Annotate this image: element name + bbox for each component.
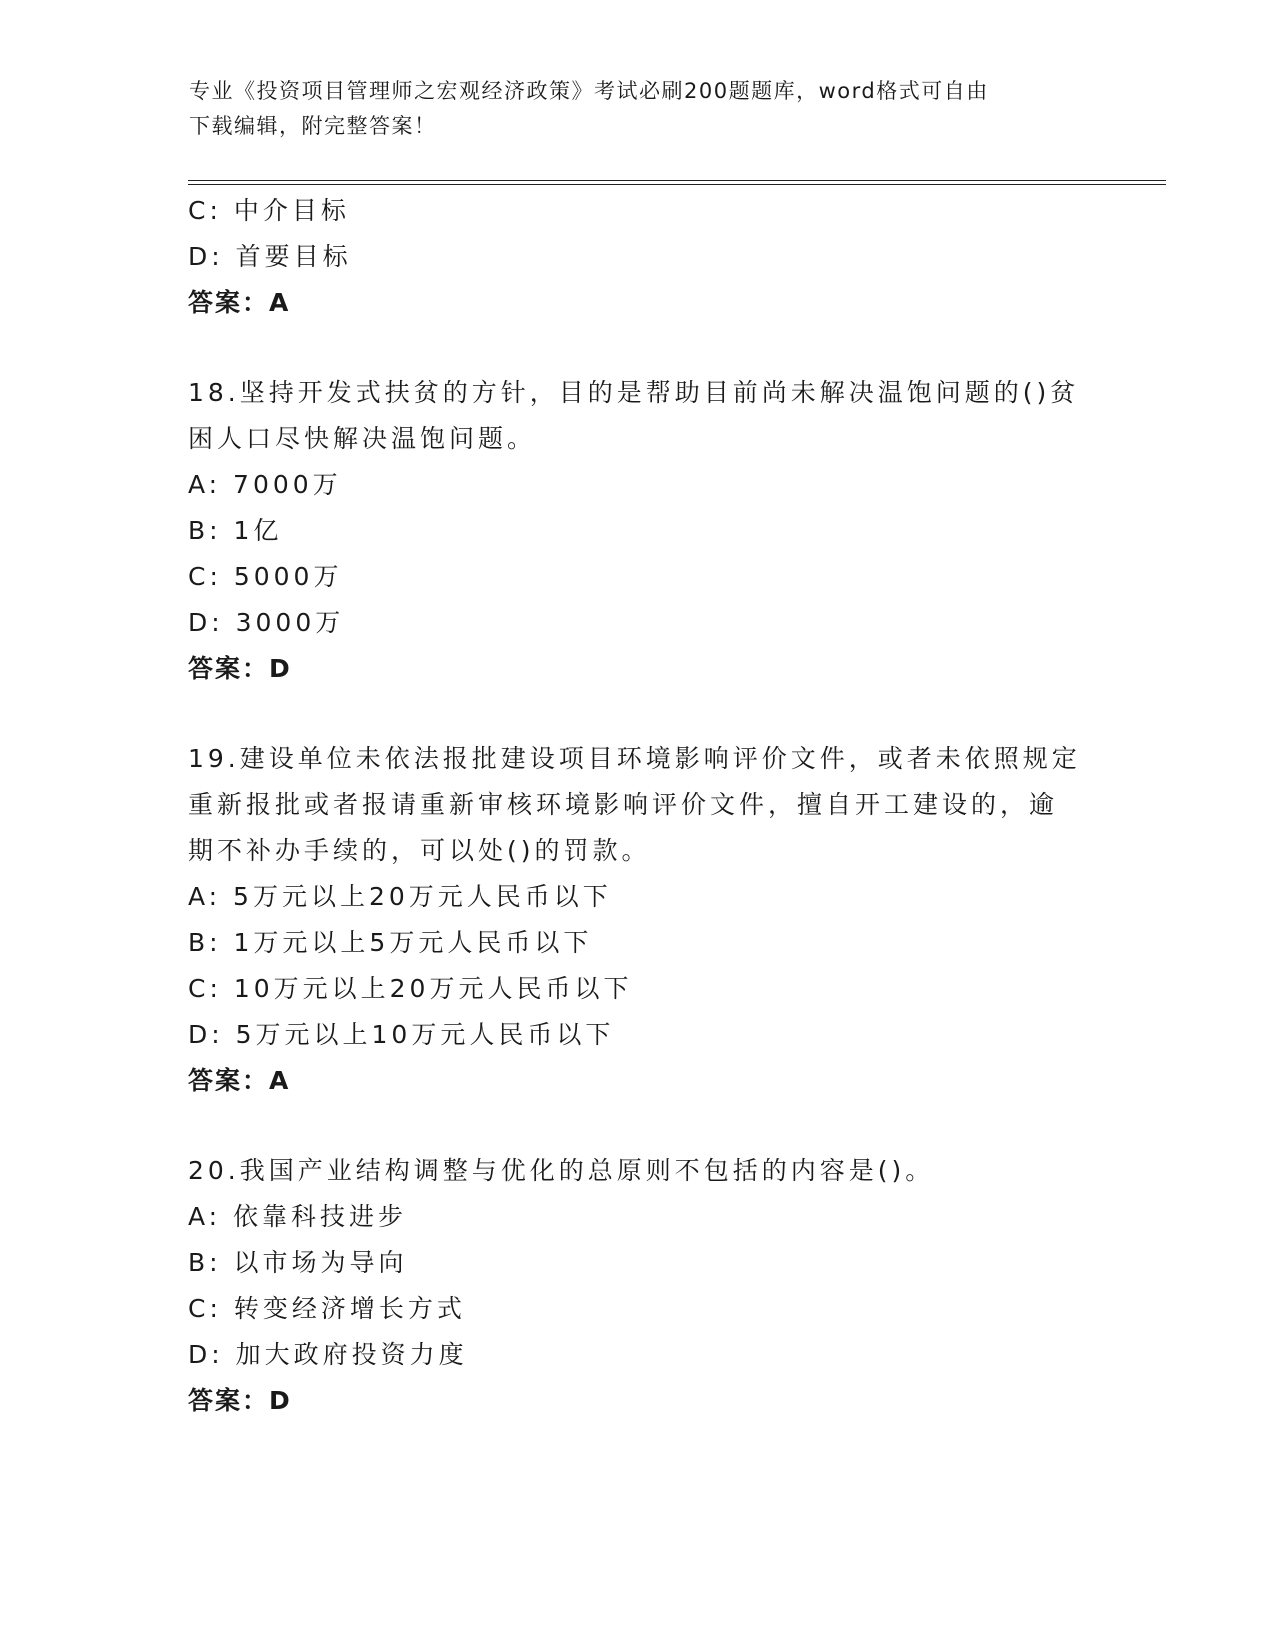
header-line-2: 下载编辑，附完整答案！: [189, 114, 437, 138]
answer-line: 答案：A: [188, 1066, 291, 1095]
stem-line: 18.坚持开发式扶贫的方针，目的是帮助目前尚未解决温饱问题的()贫: [188, 378, 1080, 407]
stem-line: 困人口尽快解决温饱问题。: [188, 424, 537, 453]
option-b: B: 以市场为导向: [188, 1248, 408, 1277]
option-a: A: 5万元以上20万元人民币以下: [188, 882, 612, 911]
option-b: B: 1亿: [188, 516, 283, 545]
question-stem: [188, 1148, 1088, 1194]
option-c: C: 10万元以上20万元人民币以下: [188, 974, 633, 1003]
header-line-1: 专业《投资项目管理师之宏观经济政策》考试必刷200题题库，word格式可自由: [189, 79, 989, 103]
option-d: D: 首要目标: [188, 242, 352, 271]
answer-line: 答案：D: [188, 654, 292, 683]
option-d: D: 加大政府投资力度: [188, 1340, 468, 1369]
stem-line: 重新报批或者报请重新审核环境影响评价文件，擅自开工建设的，逾: [188, 790, 1059, 819]
stem-line: 20.我国产业结构调整与优化的总原则不包括的内容是()。: [188, 1156, 935, 1185]
question-20: [188, 1148, 1088, 1424]
option-c: C: 转变经济增长方式: [188, 1294, 466, 1323]
question-18: [188, 370, 1088, 692]
question-19: [188, 736, 1088, 1104]
option-d: D: 5万元以上10万元人民币以下: [188, 1020, 615, 1049]
option-a: A: 依靠科技进步: [188, 1202, 408, 1231]
question-content: [188, 188, 1088, 1424]
question-stem: [188, 736, 1088, 874]
option-c: C: 中介目标: [188, 196, 350, 225]
option-c: C: 5000万: [188, 562, 343, 591]
answer-line: 答案：A: [188, 288, 291, 317]
option-a: A: 7000万: [188, 470, 342, 499]
option-b: B: 1万元以上5万元人民币以下: [188, 928, 593, 957]
document-header: [189, 74, 1089, 144]
previous-question-tail: [188, 188, 1088, 326]
option-d: D: 3000万: [188, 608, 345, 637]
header-rule-top: [188, 180, 1166, 181]
stem-line: 期不补办手续的，可以处()的罚款。: [188, 836, 651, 865]
header-rule-bottom: [188, 184, 1166, 185]
stem-line: 19.建设单位未依法报批建设项目环境影响评价文件，或者未依照规定: [188, 744, 1081, 773]
answer-line: 答案：D: [188, 1386, 292, 1415]
question-stem: [188, 370, 1088, 462]
